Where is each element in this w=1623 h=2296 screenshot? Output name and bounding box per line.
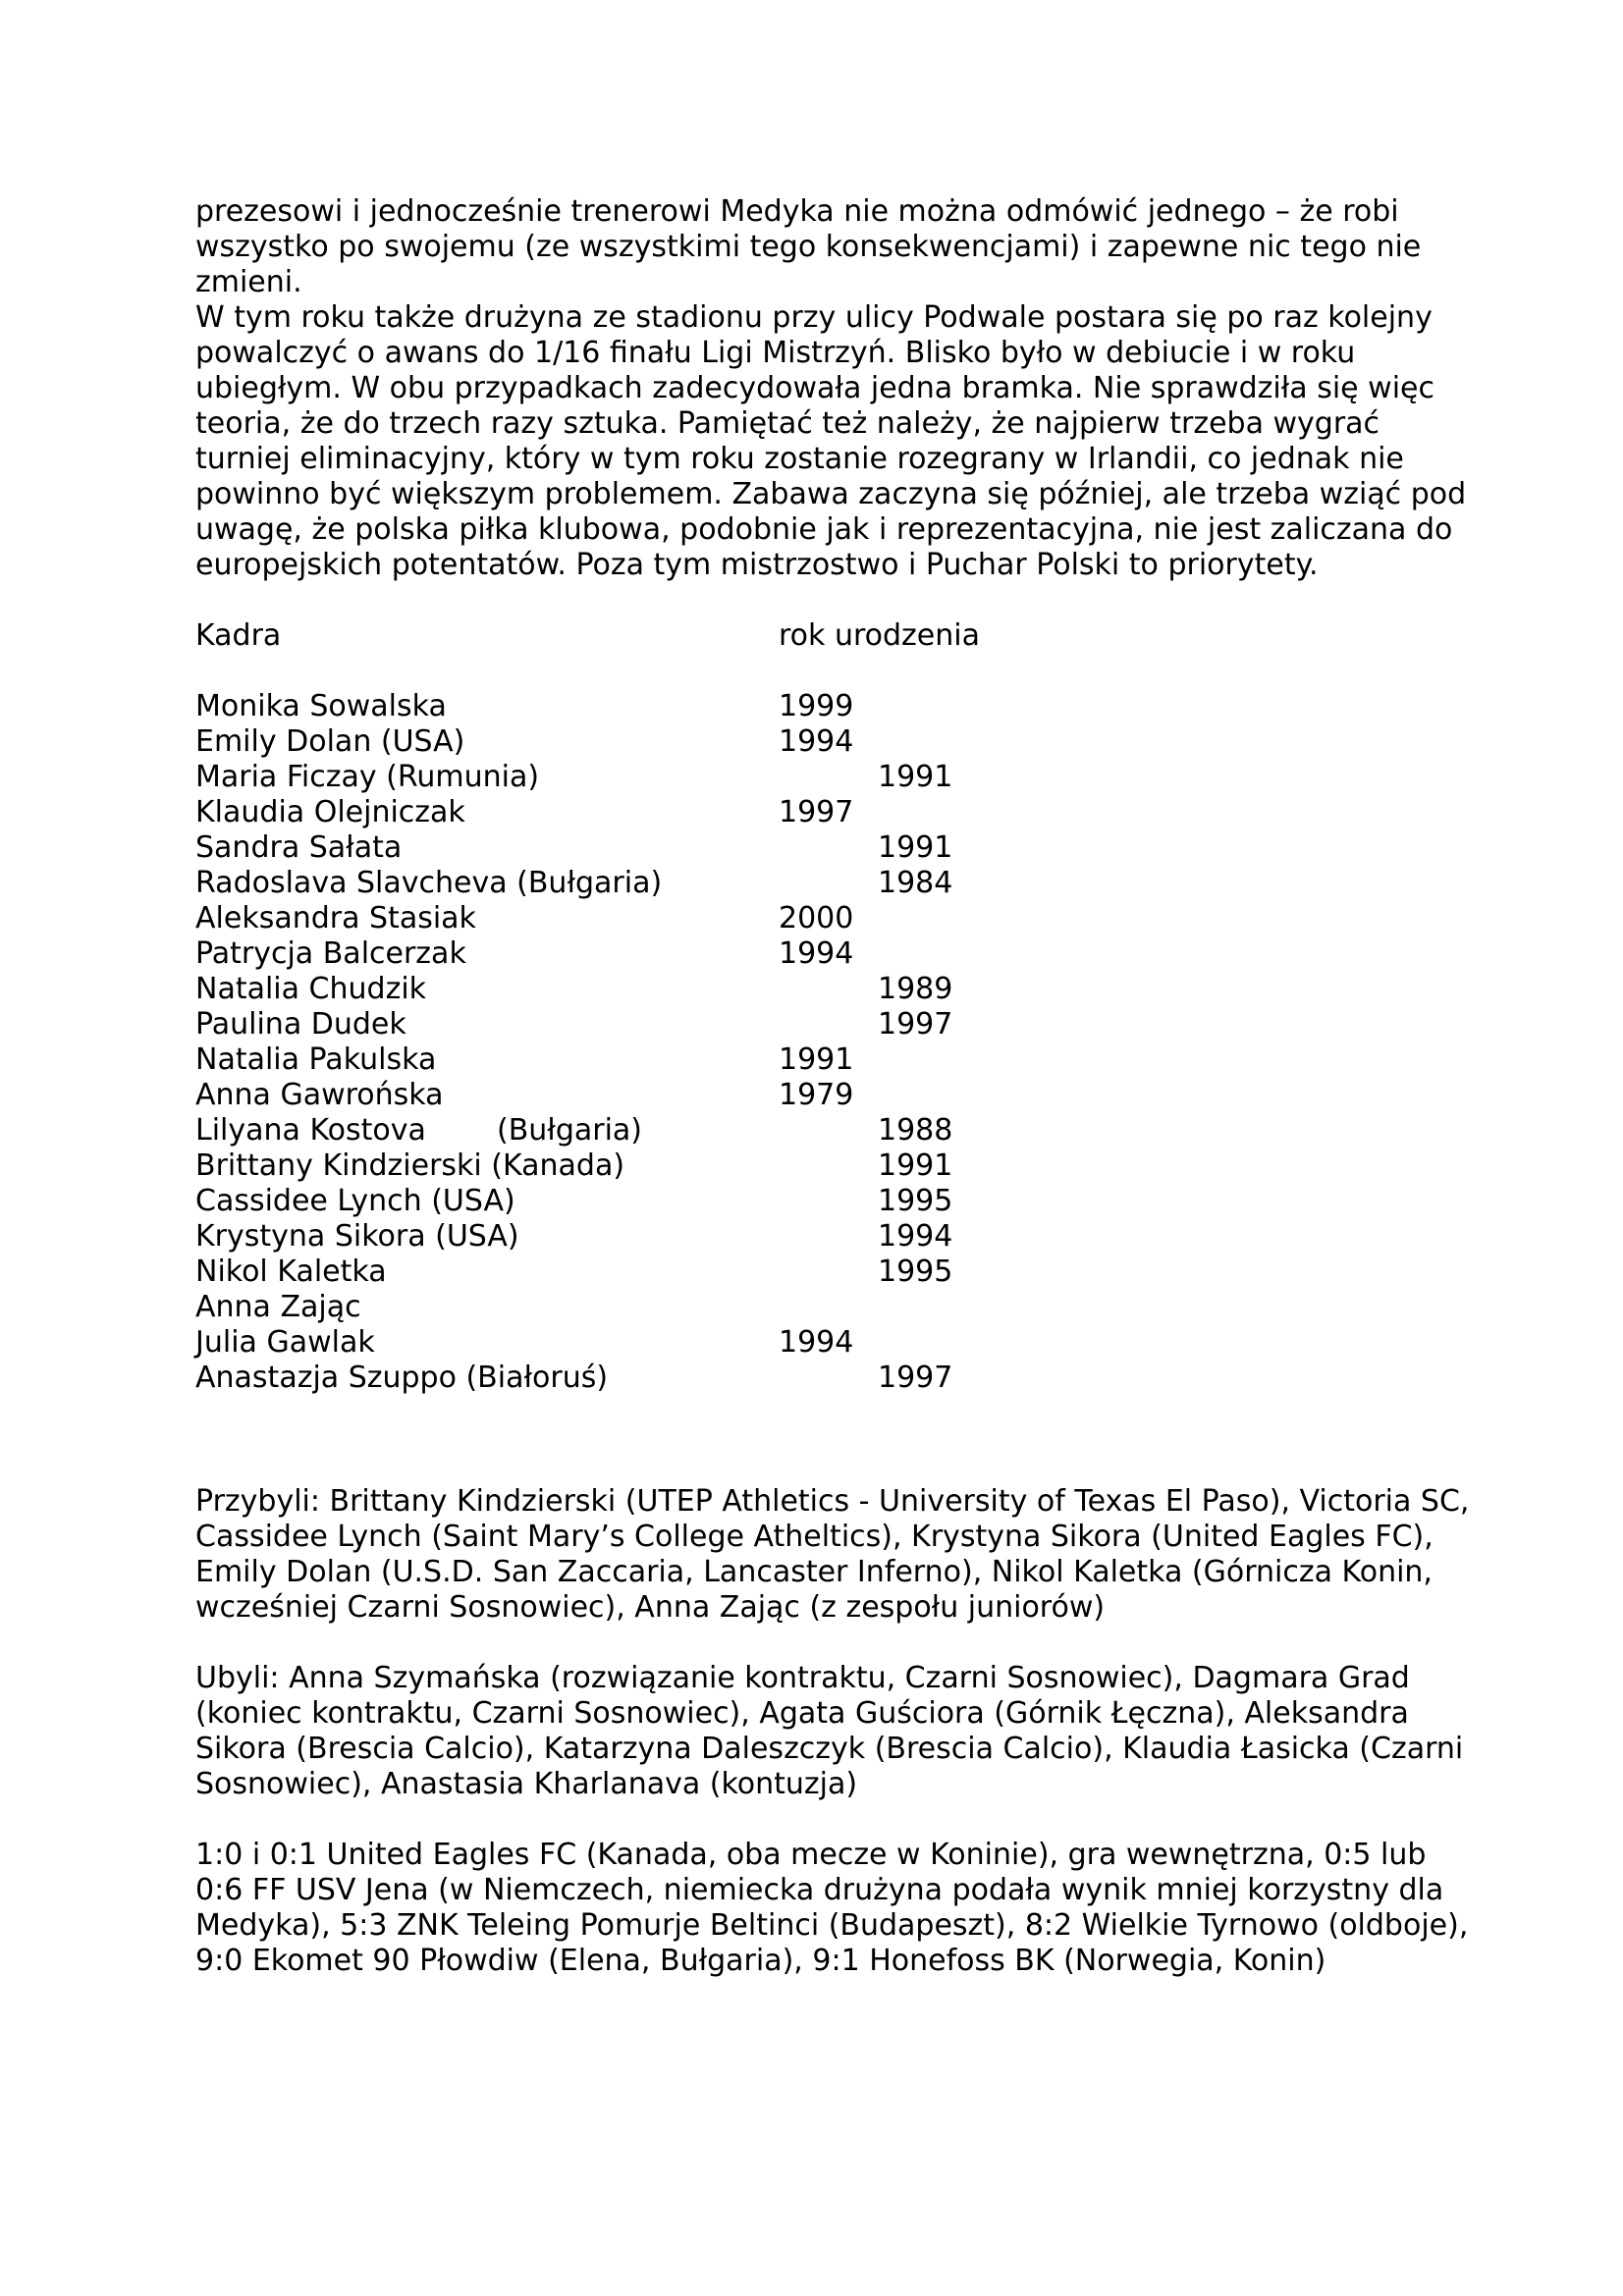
player-birth-year: 1994 <box>779 1325 854 1360</box>
player-birth-year: 1991 <box>878 830 953 865</box>
departures-paragraph: Ubyli: Anna Szymańska (rozwiązanie kontraktu, Czarni Sosnowiec), Dagmara Grad (koniec kontraktu, Czarni Sosnowiec), Agata Guściora (Górnik Łęczna), Aleksandra Sikora (Brescia Calcio), Katarzyna Daleszczyk (Brescia Calcio), Klaudia Łasicka (Czarni Sosnowiec), Anastasia Kharlanava (kontuzja) <box>195 1661 1464 1801</box>
player-birth-year: 1991 <box>878 1148 953 1183</box>
roster-row <box>195 936 1472 972</box>
player-birth-year: 1991 <box>878 760 953 794</box>
player-birth-year: 1989 <box>878 972 953 1006</box>
player-name: Patrycja Balcerzak <box>195 936 466 971</box>
roster-row <box>195 689 1472 724</box>
player-birth-year: 1999 <box>779 689 854 723</box>
player-name: Emily Dolan (USA) <box>195 724 465 759</box>
player-name: Paulina Dudek <box>195 1007 406 1041</box>
player-name: Klaudia Olejniczak <box>195 795 465 829</box>
player-name: Aleksandra Stasiak <box>195 901 476 935</box>
player-birth-year: 1995 <box>878 1184 953 1218</box>
roster-row <box>195 972 1472 1007</box>
player-name: Cassidee Lynch (USA) <box>195 1184 515 1218</box>
roster-list <box>195 689 1472 1396</box>
blank-line <box>195 1431 1472 1467</box>
blank-line <box>195 1626 1472 1661</box>
player-birth-year: 1997 <box>878 1007 953 1041</box>
roster-row <box>195 866 1472 901</box>
player-name: Brittany Kindzierski (Kanada) <box>195 1148 625 1183</box>
roster-row <box>195 724 1472 760</box>
arrivals-paragraph: Przybyli: Brittany Kindzierski (UTEP Athletics - University of Texas El Paso), Victoria SC, Cassidee Lynch (Saint Mary’s College Atheltics), Krystyna Sikora (United Eagles FC), Emily Dolan (U.S.D. San Zaccaria, Lancaster Inferno), Nikol Kaletka (Górnicza Konin, wcześniej Czarni Sosnowiec), Anna Zając (z zespołu juniorów) <box>195 1484 1470 1625</box>
player-birth-year: 1979 <box>779 1078 854 1112</box>
roster-row <box>195 760 1472 795</box>
roster-row <box>195 1290 1472 1325</box>
player-birth-year: 2000 <box>779 901 854 935</box>
player-birth-year: 1997 <box>779 795 854 829</box>
roster-row <box>195 1148 1472 1184</box>
intro-paragraph-2: W tym roku także drużyna ze stadionu przy ulicy Podwale postara się po raz kolejny powalczyć o awans do 1/16 finału Ligi Mistrzyń. Blisko było w debiucie i w roku ubiegłym. W obu przypadkach zadecydowała jedna bramka. Nie sprawdziła się więc teoria, że do trzech razy sztuka. Pamiętać też należy, że najpierw trzeba wygrać turniej eliminacyjny, który w tym roku zostanie rozegrany w Irlandii, co jednak nie powinno być większym problemem. Zabawa zaczyna się później, ale trzeba wziąć pod uwagę, że polska piłka klubowa, podobnie jak i reprezentacyjna, nie jest zaliczana do europejskich potentatów. Poza tym mistrzostwo i Puchar Polski to priorytety. <box>195 300 1467 582</box>
player-birth-year: 1994 <box>779 936 854 971</box>
blank-line <box>195 1396 1472 1431</box>
player-birth-year: 1995 <box>878 1255 953 1289</box>
roster-header-name: Kadra <box>195 618 282 653</box>
roster-row <box>195 795 1472 830</box>
document-page <box>195 194 1472 1979</box>
player-name: Anna Zając <box>195 1290 361 1324</box>
player-name: Nikol Kaletka <box>195 1255 387 1289</box>
player-birth-year: 1994 <box>878 1219 953 1254</box>
blank-line <box>195 583 1472 618</box>
player-country: (Bułgaria) <box>497 1113 643 1148</box>
roster-row <box>195 1219 1472 1255</box>
roster-row <box>195 1325 1472 1361</box>
player-name: Radoslava Slavcheva (Bułgaria) <box>195 866 663 900</box>
player-name: Monika Sowalska <box>195 689 447 723</box>
blank-line <box>195 1802 1472 1838</box>
blank-line <box>195 1467 1472 1484</box>
roster-row <box>195 1184 1472 1219</box>
roster-header <box>195 618 1472 654</box>
player-name: Sandra Sałata <box>195 830 403 865</box>
roster-row <box>195 1255 1472 1290</box>
player-birth-year: 1984 <box>878 866 953 900</box>
player-name: Krystyna Sikora (USA) <box>195 1219 519 1254</box>
player-name: Maria Ficzay (Rumunia) <box>195 760 540 794</box>
player-name: Lilyana Kostova <box>195 1113 426 1148</box>
results-paragraph: 1:0 i 0:1 United Eagles FC (Kanada, oba mecze w Koninie), gra wewnętrzna, 0:5 lub 0:6 FF USV Jena (w Niemczech, niemiecka drużyna podała wynik mniej korzystny dla Medyka), 5:3 ZNK Teleing Pomurje Beltinci (Budapeszt), 8:2 Wielkie Tyrnowo (oldboje), 9:0 Ekomet 90 Płowdiw (Elena, Bułgaria), 9:1 Honefoss BK (Norwegia, Konin) <box>195 1838 1469 1978</box>
player-birth-year: 1988 <box>878 1113 953 1148</box>
player-name: Anna Gawrońska <box>195 1078 444 1112</box>
player-name: Natalia Pakulska <box>195 1042 437 1077</box>
roster-row <box>195 1007 1472 1042</box>
player-birth-year: 1997 <box>878 1361 953 1395</box>
roster-row <box>195 1042 1472 1078</box>
roster-row <box>195 1078 1472 1113</box>
player-birth-year: 1991 <box>779 1042 854 1077</box>
roster-row <box>195 901 1472 936</box>
player-birth-year: 1994 <box>779 724 854 759</box>
player-name: Natalia Chudzik <box>195 972 427 1006</box>
roster-row <box>195 1113 1472 1148</box>
blank-line <box>195 654 1472 689</box>
roster-row <box>195 830 1472 866</box>
roster-row <box>195 1361 1472 1396</box>
player-name: Julia Gawlak <box>195 1325 375 1360</box>
intro-paragraph-1: prezesowi i jednocześnie trenerowi Medyka nie można odmówić jednego – że robi wszystko po swojemu (ze wszystkimi tego konsekwencjami) i zapewne nic tego nie zmieni. <box>195 194 1422 299</box>
roster-header-year: rok urodzenia <box>779 618 980 653</box>
player-name: Anastazja Szuppo (Białoruś) <box>195 1361 609 1395</box>
